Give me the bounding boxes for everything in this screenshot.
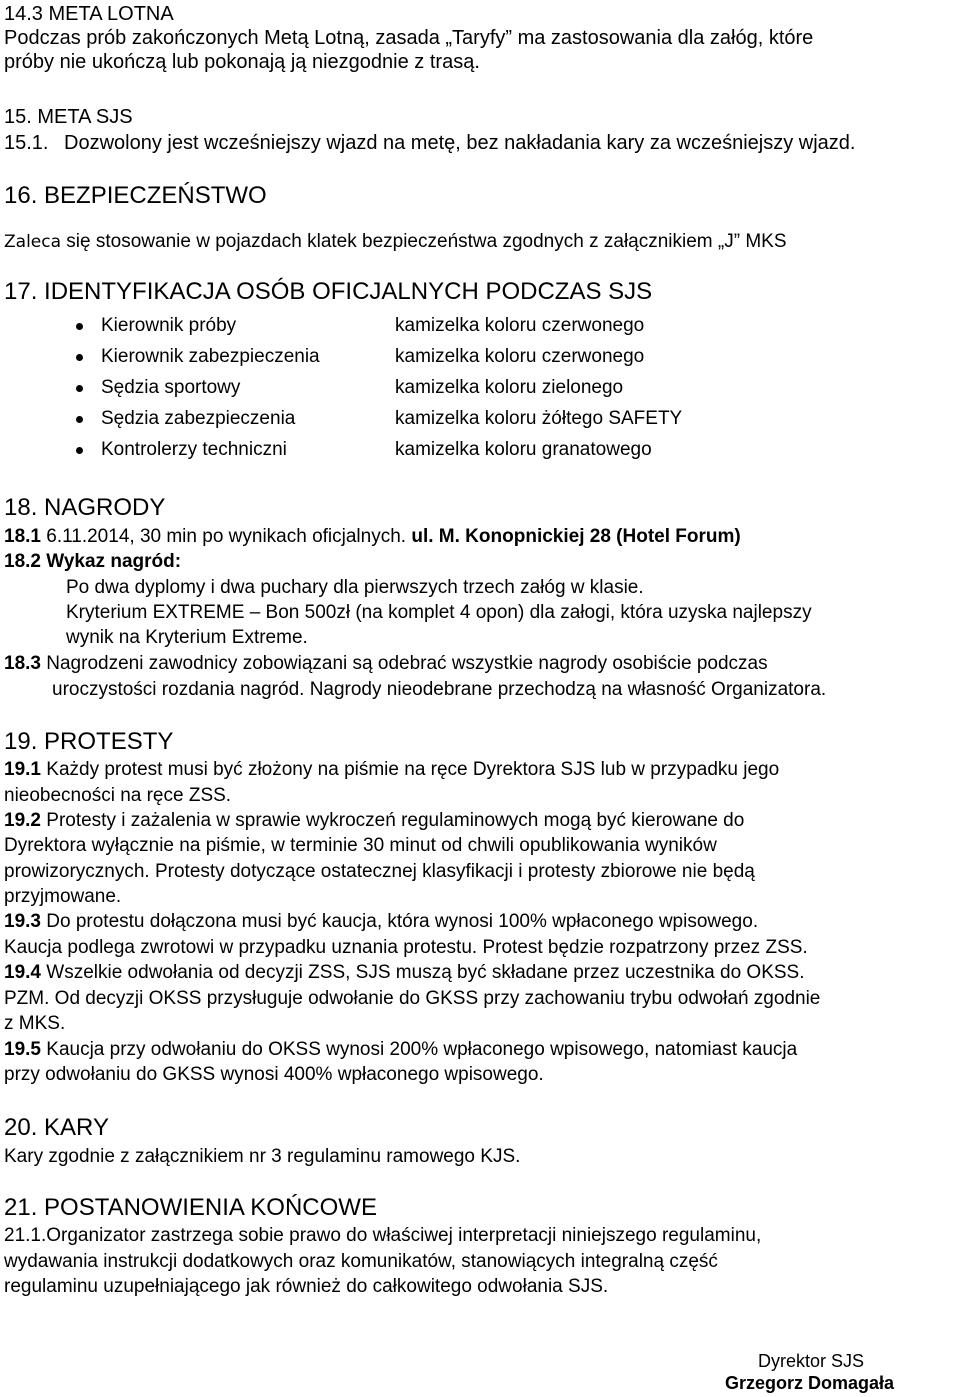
section-20-heading: 20. KARY	[4, 1114, 109, 1141]
signature-name: Grzegorz Domagała	[724, 1373, 894, 1393]
signature-title: Dyrektor SJS	[757, 1351, 864, 1371]
bullet-icon	[76, 385, 83, 392]
official-role: Kontrolerzy techniczni	[101, 439, 287, 460]
section-19-4-line-3: z MKS.	[4, 1013, 66, 1034]
section-19-1-number: 19.1	[4, 759, 41, 780]
section-14-3-line-1: Podczas prób zakończonych Metą Lotną, zasada „Taryfy” ma zastosowania dla załóg, które	[4, 27, 814, 49]
section-21-line-1: 21.1.Organizator zastrzega sobie prawo do właściwej interpretacji niniejszego regulaminu,	[4, 1225, 762, 1246]
section-15-heading: 15. META SJS	[4, 106, 133, 128]
bullet-icon	[76, 354, 83, 361]
section-19-5-line-1: Kaucja przy odwołaniu do OKSS wynosi 200% wpłaconego wpisowego, natomiast kaucja	[46, 1039, 798, 1060]
section-19-4	[4, 961, 805, 985]
section-18-3	[4, 652, 768, 676]
official-role: Kierownik zabezpieczenia	[101, 346, 320, 367]
section-19-4-line-1: Wszelkie odwołania od decyzji ZSS, SJS muszą być składane przez uczestnika do OKSS.	[46, 962, 805, 983]
section-19-5-number: 19.5	[4, 1039, 41, 1060]
section-18-2-label: Wykaz nagród:	[46, 551, 182, 572]
section-21-heading: 21. POSTANOWIENIA KOŃCOWE	[4, 1194, 377, 1221]
section-18-2-line-1: Po dwa dyplomy i dwa puchary dla pierwszych trzech załóg w klasie.	[66, 577, 644, 598]
section-18-3-number: 18.3	[4, 653, 41, 674]
section-18-2-number: 18.2	[4, 551, 41, 572]
section-19-3-line-1: Do protestu dołączona musi być kaucja, która wynosi 100% wpłaconego wpisowego.	[46, 911, 759, 932]
official-vest: kamizelka koloru zielonego	[395, 377, 624, 398]
section-19-2-line-4: przyjmowane.	[4, 886, 122, 907]
section-17-heading: 17. IDENTYFIKACJA OSÓB OFICJALNYCH PODCZAS SJS	[4, 278, 653, 305]
section-19-3-number: 19.3	[4, 911, 41, 932]
section-18-3-line-2: uroczystości rozdania nagród. Nagrody nieodebrane przechodzą na własność Organizatora.	[52, 679, 827, 700]
section-18-2-line-2: Kryterium EXTREME – Bon 500zł (na komplet 4 opon) dla załogi, która uzyska najlepszy	[66, 602, 812, 623]
section-21-line-3: regulaminu uzupełniającego jak również do całkowitego odwołania SJS.	[4, 1276, 609, 1297]
bullet-icon	[76, 416, 83, 423]
section-19-5-line-2: przy odwołaniu do GKSS wynosi 400% wpłaconego wpisowego.	[4, 1064, 544, 1085]
official-role: Sędzia zabezpieczenia	[101, 408, 296, 429]
section-16-text	[4, 230, 787, 254]
section-19-heading: 19. PROTESTY	[4, 728, 174, 755]
section-18-3-line-1: Nagrodzeni zawodnicy zobowiązani są odebrać wszystkie nagrody osobiście podczas	[46, 653, 768, 674]
section-18-2-line-3: wynik na Kryterium Extreme.	[66, 627, 308, 648]
official-vest: kamizelka koloru czerwonego	[395, 346, 645, 367]
official-vest: kamizelka koloru granatowego	[395, 439, 652, 460]
bullet-icon	[76, 447, 83, 454]
section-19-2	[4, 809, 744, 833]
section-18-1	[4, 525, 741, 549]
section-18-1-text: 6.11.2014, 30 min po wynikach oficjalnych.	[46, 526, 407, 547]
official-vest: kamizelka koloru żółtego SAFETY	[395, 408, 683, 429]
section-19-4-number: 19.4	[4, 962, 41, 983]
bullet-icon	[76, 323, 83, 330]
section-16-lead: Zaleca	[4, 232, 62, 252]
section-19-3	[4, 910, 758, 934]
section-19-1-line-2: nieobecności na ręce ZSS.	[4, 785, 232, 806]
section-19-2-line-3: prowizorycznych. Protesty dotyczące ostatecznej klasyfikacji i protesty zbiorowe nie będą	[4, 861, 755, 882]
section-14-3-heading: 14.3 META LOTNA	[4, 3, 174, 25]
official-role: Kierownik próby	[101, 315, 237, 336]
section-19-3-line-2: Kaucja podlega zwrotowi w przypadku uznania protestu. Protest będzie rozpatrzony przez ZSS.	[4, 937, 808, 958]
section-18-2	[4, 550, 181, 574]
section-16-body: się stosowanie w pojazdach klatek bezpieczeństwa zgodnych z załącznikiem „J” MKS	[66, 231, 787, 252]
section-16-heading: 16. BEZPIECZEŃSTWO	[4, 182, 267, 209]
section-19-5	[4, 1038, 797, 1062]
section-19-2-number: 19.2	[4, 810, 41, 831]
section-18-1-number: 18.1	[4, 526, 41, 547]
official-vest: kamizelka koloru czerwonego	[395, 315, 645, 336]
section-14-3-line-2: próby nie ukończą lub pokonają ją niezgodnie z trasą.	[4, 51, 480, 73]
section-15-1-number: 15.1.	[4, 132, 49, 154]
section-19-2-line-2: Dyrektora wyłącznie na piśmie, w terminie 30 minut od chwili opublikowania wyników	[4, 835, 717, 856]
section-18-heading: 18. NAGRODY	[4, 494, 166, 521]
section-19-1-line-1: Każdy protest musi być złożony na piśmie na ręce Dyrektora SJS lub w przypadku jego	[46, 759, 780, 780]
section-19-2-line-1: Protesty i zażalenia w sprawie wykroczeń regulaminowych mogą być kierowane do	[46, 810, 745, 831]
section-21-line-2: wydawania instrukcji dodatkowych oraz komunikatów, stanowiących integralną część	[4, 1251, 718, 1272]
section-20-text: Kary zgodnie z załącznikiem nr 3 regulaminu ramowego KJS.	[4, 1146, 521, 1167]
section-19-1	[4, 758, 779, 782]
section-19-4-line-2: PZM. Od decyzji OKSS przysługuje odwołanie do GKSS przy zachowaniu trybu odwołań zgodnie	[4, 988, 821, 1009]
official-role: Sędzia sportowy	[101, 377, 241, 398]
section-18-1-venue: ul. M. Konopnickiej 28 (Hotel Forum)	[411, 526, 741, 547]
section-15-1-text: Dozwolony jest wcześniejszy wjazd na metę, bez nakładania kary za wcześniejszy wjazd.	[64, 132, 856, 154]
